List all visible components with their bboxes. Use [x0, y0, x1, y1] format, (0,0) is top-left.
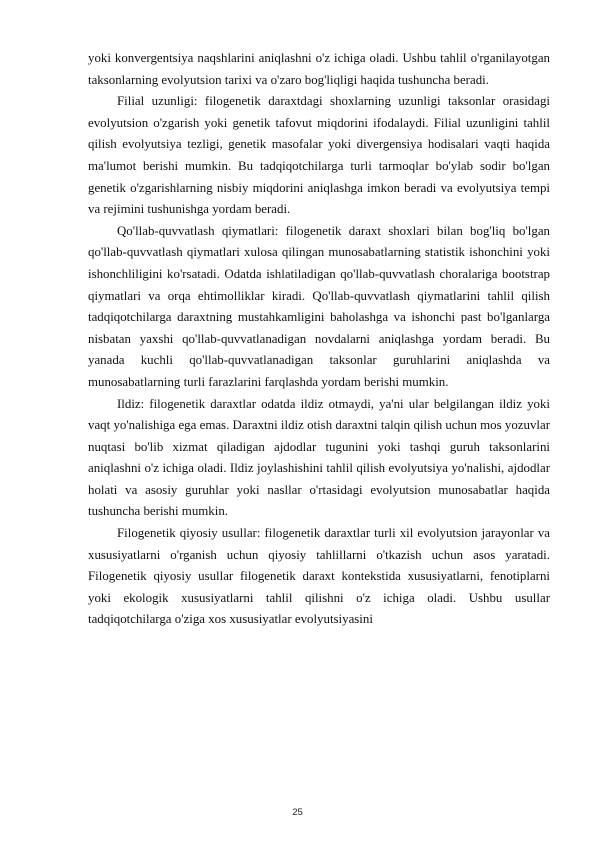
page-number: 25 — [292, 807, 303, 818]
paragraph-root: Ildiz: filogenetik daraxtlar odatda ildiz otmaydi, ya'ni ular belgilangan ildiz yoki vaqt yo'nalishiga ega emas. Daraxtni ildiz otish daraxtni talqin qilish uchun mos yozuvlar nuqtasi bo'lib xizmat qiladigan ajdodlar tugunini yoki tashqi guruh taksonlarini aniqlashni o'z ichiga oladi. Ildiz joylashishini tahlil qilish evolyutsiya yo'nalishi, ajdodlar holati va asosiy guruhlar yoki nasllar o'rtasidagi evolyutsion munosabatlar haqida tushuncha berishi mumkin. — [88, 396, 550, 519]
paragraph-support-values: Qo'llab-quvvatlash qiymatlari: filogenetik daraxt shoxlari bilan bog'liq bo'lgan qo'llab-quvvatlash qiymatlari xulosa qilingan munosabatlarning statistik ishonchini yoki ishonchliligini ko'rsatadi. Odatda ishlatiladigan qo'llab-quvvatlash choralariga bootstrap qiymatlari va orqa ehtimolliklar kiradi. Qo'llab-quvvatlash qiymatlarini tahlil qilish tadqiqotchilarga daraxtning mustahkamligini baholashga va ishonchi past bo'lganlarga nisbatan yaxshi qo'llab-quvvatlanadigan novdalarni aniqlashga yordam beradi. Bu yanada kuchli qo'llab-quvvatlanadigan taksonlar guruhlarini aniqlashda va munosabatlarning turli farazlarini farqlashda yordam berishi mumkin. — [88, 223, 550, 389]
paragraph-comparative-methods: Filogenetik qiyosiy usullar: filogenetik daraxtlar turli xil evolyutsion jarayonlar va xususiyatlarni o'rganish uchun qiyosiy tahlillarni o'tkazish uchun asos yaratadi. Filogenetik qiyosiy usullar filogenetik daraxt kontekstida xususiyatlarni, fenotiplarni yoki ekologik xususiyatlarni tahlil qilishni o'z ichiga oladi. Ushbu usullar tadqiqotchilarga o'ziga xos xususiyatlar evolyutsiyasini — [88, 526, 550, 627]
paragraph-continuation: yoki konvergentsiya naqshlarini aniqlashni o'z ichiga oladi. Ushbu tahlil o'rganilayotgan taksonlarning evolyutsion tarixi va o'zaro bog'liqligi haqida tushuncha beradi. — [88, 51, 550, 87]
page-body — [88, 48, 550, 631]
paragraph-branch-length: Filial uzunligi: filogenetik daraxtdagi shoxlarning uzunligi taksonlar orasidagi evolyutsion o'zgarish yoki genetik tafovut miqdorini ifodalaydi. Filial uzunligini tahlil qilish evolyutsiya tezligi, genetik masofalar yoki divergensiya hodisalari vaqti haqida ma'lumot berishi mumkin. Bu tadqiqotchilarga turli tarmoqlar bo'ylab sodir bo'lgan genetik o'zgarishlarning nisbiy miqdorini aniqlashga imkon beradi va evolyutsiya tempi va rejimini tushunishga yordam beradi. — [88, 94, 550, 217]
